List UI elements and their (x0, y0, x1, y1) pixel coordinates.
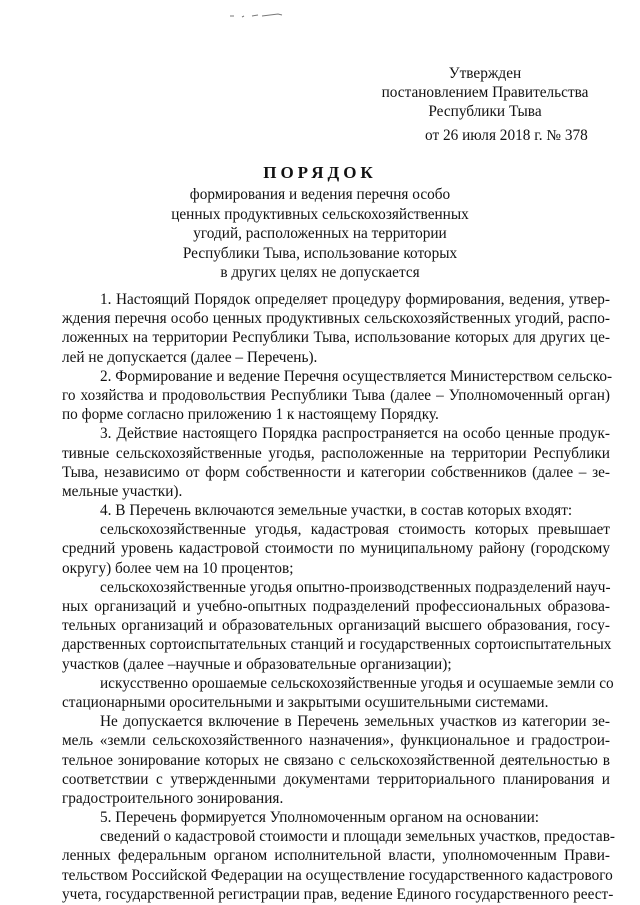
approval-date: от 26 июля 2018 г. № 378 (425, 127, 588, 144)
body-text-line: мельные участки). (62, 482, 183, 500)
body-text-line: тивные сельскохозяйственные угодья, расположенные на территории Республики (62, 444, 610, 462)
body-text-line: сельскохозяйственные угодья опытно-производственных подразделений науч- (100, 578, 611, 596)
body-text-line: 1. Настоящий Порядок определяет процедуру формирования, ведения, утвер- (100, 291, 610, 308)
document-subtitle (0, 185, 640, 283)
body-text-line: тельное зонирование которых не связано с сельскохозяйственной деятельностью в (62, 751, 610, 769)
body-text-line: по форме согласно приложению 1 к настоящему Порядку. (62, 406, 439, 424)
approval-line: Утвержден (448, 65, 522, 82)
body-text-line: 3. Действие настоящего Порядка распространяется на особо ценные продук- (100, 425, 610, 443)
body-text-line: участков (далее –научные и образовательные организации); (62, 655, 452, 673)
body-text-line: мель «земли сельскохозяйственного назначения», функциональное и градострои- (62, 732, 610, 750)
body-text-line: градостроительного зонирования. (62, 789, 284, 807)
body-text-line: ложенных на территории Республики Тыва, использование которых для других це- (62, 329, 610, 347)
approval-line: Республики Тыва (428, 103, 542, 120)
body-text-line: учета, государственной регистрации прав, ведение Единого государственного реест- (62, 885, 614, 903)
subtitle-line: Республики Тыва, использование которых (182, 244, 458, 262)
body-text-line: искусственно орошаемые сельскохозяйственные угодья и осушаемые земли со (100, 674, 614, 692)
body-text-line: соответствии с утвержденными документами территориального планирования и (62, 770, 610, 788)
subtitle-line: в других целях не допускается (220, 264, 420, 281)
body-text-line: 2. Формирование и ведение Перечня осуществляется Министерством сельско- (100, 367, 613, 385)
scan-artifact-mark (228, 13, 284, 19)
approval-block (360, 64, 610, 121)
body-text-line: Тыва, независимо от форм собственности и категории собственников (далее – зе- (62, 463, 610, 481)
approval-line: постановлением Правительства (381, 84, 589, 101)
body-text-line: ждения перечня особо ценных продуктивных сельскохозяйственных угодий, распо- (62, 310, 610, 328)
body-text-line: ленных федеральным органом исполнительной власти, уполномоченным Прави- (62, 847, 610, 865)
body-text-line: го хозяйства и продовольствия Республики Тыва (далее – Уполномоченный орган) (62, 386, 610, 404)
document-body (62, 290, 616, 904)
body-text-line: стационарными оросительными и закрытыми осушительными системами. (62, 693, 549, 711)
document-title: ПОРЯДОК (263, 163, 377, 182)
subtitle-line: ценных продуктивных сельскохозяйственных (171, 205, 469, 223)
subtitle-line: угодий, расположенных на территории (193, 225, 447, 242)
body-text-line: ных организаций и учебно-опытных подразделений профессиональных образова- (62, 598, 610, 615)
body-text-line: сведений о кадастровой стоимости и площади земельных участков, предостав- (100, 828, 616, 846)
body-text-line: дарственных сортоиспытательных станций и государственных сортоиспытательных (62, 636, 612, 654)
body-text-line: Не допускается включение в Перечень земельных участков из категории зе- (100, 713, 610, 731)
body-text-line: сельскохозяйственные угодья, кадастровая стоимость которых превышает (100, 521, 610, 539)
body-text-line: 4. В Перечень включаются земельные участки, в состав которых входят: (100, 502, 573, 520)
body-text-line: округу) более чем на 10 процентов; (62, 559, 294, 577)
body-text-line: тельством Российской Федерации на осуществление государственного кадастрового (62, 866, 613, 884)
body-text-line: средний уровень кадастровой стоимости по муниципальному району (городскому (62, 540, 610, 558)
body-text-line: 5. Перечень формируется Уполномоченным органом на основании: (100, 809, 540, 827)
body-text-line: тельных организаций и образовательных организаций высшего образования, госу- (62, 617, 610, 635)
body-text-line: лей не допускается (далее – Перечень). (62, 348, 318, 366)
subtitle-line: формирования и ведения перечня особо (189, 186, 451, 203)
